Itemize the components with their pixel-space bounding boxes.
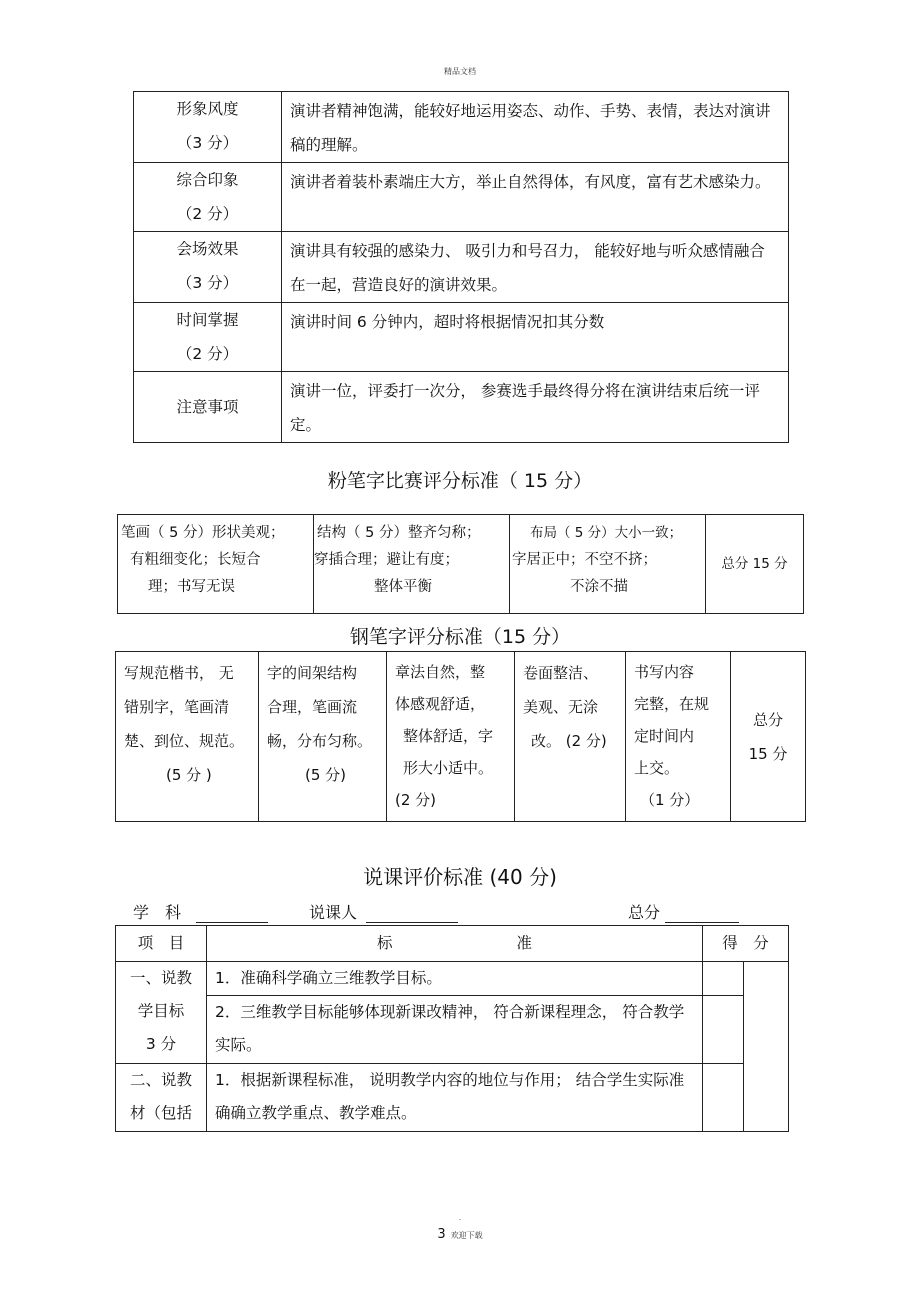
- footer: [0, 1223, 920, 1242]
- table-row: [116, 962, 789, 996]
- speech-criteria-table: [133, 91, 789, 443]
- table-row: [116, 996, 789, 1064]
- item-cell: 一、说教 学目标 3 分: [116, 962, 207, 1064]
- pen-cell: 章法自然，整 体感观舒适， 整体舒适，字 形大小适中。 (2 分): [387, 652, 515, 822]
- score-cell[interactable]: [703, 1064, 744, 1132]
- pen-cell: 卷面整洁、 美观、无涂 改。 (2 分): [515, 652, 626, 822]
- chalk-cell: 笔画（ 5 分）形状美观； 有粗细变化；长短合 理；书写无误: [118, 515, 314, 614]
- table-row: [116, 1064, 789, 1132]
- score-cell[interactable]: [703, 962, 744, 996]
- pen-cell: 字的间架结构 合理，笔画流 畅，分布匀称。 (5 分): [259, 652, 387, 822]
- table-row: [134, 92, 789, 163]
- item-cell: 二、说教 材（包括: [116, 1064, 207, 1132]
- page-number: 3: [437, 1227, 446, 1242]
- table-row: [118, 515, 804, 614]
- header-item: 项 目: [116, 926, 207, 962]
- pen-total-cell: 总分 15 分: [731, 652, 806, 822]
- criteria-label-cell: 时间掌握 （2 分）: [134, 303, 282, 372]
- subject-field: [133, 900, 268, 923]
- total-score-field: [628, 900, 739, 923]
- subject-blank[interactable]: [196, 906, 268, 923]
- chalk-cell: 布局（ 5 分）大小一致； 字居正中；不空不挤； 不涂不描: [510, 515, 706, 614]
- total-score-blank[interactable]: [665, 906, 739, 923]
- chalk-total-cell: 总分 15 分: [706, 515, 804, 614]
- standard-cell: 2．三维教学目标能够体现新课改精神， 符合新课程理念， 符合教学实际。: [207, 996, 703, 1064]
- subject-label: 学 科: [133, 903, 182, 922]
- total-score-label: 总分: [628, 903, 661, 922]
- standard-cell: 1．根据新课程标准， 说明教学内容的地位与作用； 结合学生实际准确确立教学重点、教学难点。: [207, 1064, 703, 1132]
- lecture-criteria-table: [115, 925, 789, 1132]
- speaker-label: 说课人: [309, 903, 358, 922]
- pen-title: 钢笔字评分标准（15 分）: [349, 626, 571, 648]
- score-cell[interactable]: [703, 996, 744, 1064]
- pen-cell: 写规范楷书， 无 错别字，笔画清 楚、到位、规范。 (5 分 ): [116, 652, 259, 822]
- pen-cell: 书写内容 完整，在规 定时间内 上交。 （1 分）: [626, 652, 731, 822]
- criteria-content-cell: 演讲具有较强的感染力、 吸引力和号召力， 能较好地与听众感情融合在一起，营造良好的演讲效果。: [282, 232, 789, 303]
- criteria-label-cell: 形象风度 （3 分）: [134, 92, 282, 163]
- criteria-label-cell: 会场效果 （3 分）: [134, 232, 282, 303]
- chalk-title: 粉笔字比赛评分标准（ 15 分）: [327, 470, 593, 492]
- standard-cell: 1．准确科学确立三维教学目标。: [207, 962, 703, 996]
- criteria-content-cell: 演讲者着装朴素端庄大方，举止自然得体，有风度，富有艺术感染力。: [282, 163, 789, 232]
- chalk-cell: 结构（ 5 分）整齐匀称； 穿插合理；避让有度； 整体平衡: [314, 515, 510, 614]
- header-score: 得 分: [703, 926, 789, 962]
- table-row: [134, 163, 789, 232]
- table-row: [134, 372, 789, 443]
- criteria-content-cell: 演讲时间 6 分钟内，超时将根据情况扣其分数: [282, 303, 789, 372]
- table-row: [116, 652, 806, 822]
- criteria-label-cell: 综合印象 （2 分）: [134, 163, 282, 232]
- criteria-content-cell: 演讲者精神饱满，能较好地运用姿态、动作、手势、表情，表达对演讲稿的理解。: [282, 92, 789, 163]
- speaker-blank[interactable]: [366, 906, 458, 923]
- header-standard: 标 准: [207, 926, 703, 962]
- criteria-content-cell: 演讲一位，评委打一次分， 参赛选手最终得分将在演讲结束后统一评定。: [282, 372, 789, 443]
- table-header-row: [116, 926, 789, 962]
- table-row: [134, 232, 789, 303]
- pen-criteria-table: [115, 651, 806, 822]
- chalk-criteria-table: [117, 514, 804, 614]
- section-score-cell[interactable]: [744, 962, 789, 1132]
- table-row: [134, 303, 789, 372]
- criteria-label-cell: 注意事项: [134, 372, 282, 443]
- lecture-title: 说课评价标准 (40 分): [363, 865, 557, 889]
- footer-dot: .: [458, 1213, 462, 1222]
- speaker-field: [309, 900, 458, 923]
- header-watermark: 精品文档: [444, 67, 476, 76]
- footer-note: 欢迎下载: [450, 1231, 483, 1240]
